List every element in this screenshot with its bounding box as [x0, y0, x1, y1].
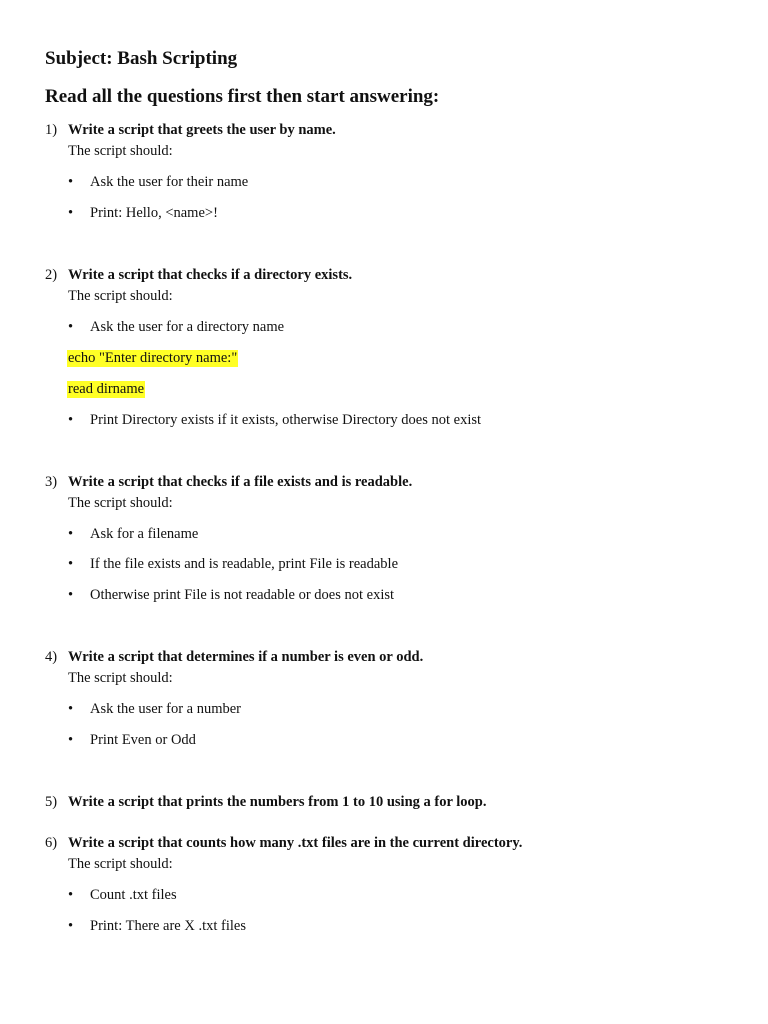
question-intro: The script should: [68, 670, 173, 686]
bullet-item: Ask the user for their name [90, 174, 249, 190]
question-number: 2) [45, 267, 58, 283]
bullet-icon: • [68, 319, 74, 335]
question-number: 3) [45, 474, 58, 490]
document-instructions: Read all the questions first then start answering: [45, 86, 440, 107]
bullet-item: Ask for a filename [90, 526, 199, 542]
bullet-icon: • [68, 526, 74, 542]
bullet-item: Count .txt files [90, 887, 177, 903]
question-number: 1) [45, 122, 58, 138]
bullet-icon: • [68, 205, 74, 221]
bullet-icon: • [68, 587, 74, 603]
bullet-icon: • [68, 732, 74, 748]
question-number: 5) [45, 794, 58, 810]
question-intro: The script should: [68, 856, 173, 872]
question-title: Write a script that counts how many .txt files are in the current directory. [68, 835, 523, 851]
bullet-item: Print: Hello, <name>! [90, 205, 218, 221]
question-number: 4) [45, 649, 58, 665]
bullet-item: Print Directory exists if it exists, otherwise Directory does not exist [90, 412, 482, 428]
question-title: Write a script that determines if a number is even or odd. [68, 649, 424, 665]
bullet-icon: • [68, 701, 74, 717]
bullet-icon: • [68, 918, 74, 934]
bullet-icon: • [68, 174, 74, 190]
question-intro: The script should: [68, 495, 173, 511]
highlighted-code-line: echo "Enter directory name:" [68, 350, 238, 366]
bullet-item: Otherwise print File is not readable or does not exist [90, 587, 395, 603]
bullet-icon: • [68, 556, 74, 572]
bullet-item: Ask the user for a number [90, 701, 241, 717]
bullet-item: Print Even or Odd [90, 732, 196, 748]
question-title: Write a script that prints the numbers from 1 to 10 using a for loop. [68, 794, 487, 810]
bullet-item: Ask the user for a directory name [90, 319, 285, 335]
question-title: Write a script that greets the user by name. [68, 122, 336, 138]
bullet-icon: • [68, 412, 74, 428]
bullet-item: Print: There are X .txt files [90, 918, 246, 934]
question-intro: The script should: [68, 143, 173, 159]
highlighted-code-line: read dirname [68, 381, 145, 397]
question-title: Write a script that checks if a directory exists. [68, 267, 353, 283]
bullet-icon: • [68, 887, 74, 903]
document-subject: Subject: Bash Scripting [45, 48, 238, 69]
bullet-item: If the file exists and is readable, print File is readable [90, 556, 399, 572]
question-title: Write a script that checks if a file exists and is readable. [68, 474, 413, 490]
question-intro: The script should: [68, 288, 173, 304]
question-number: 6) [45, 835, 58, 851]
